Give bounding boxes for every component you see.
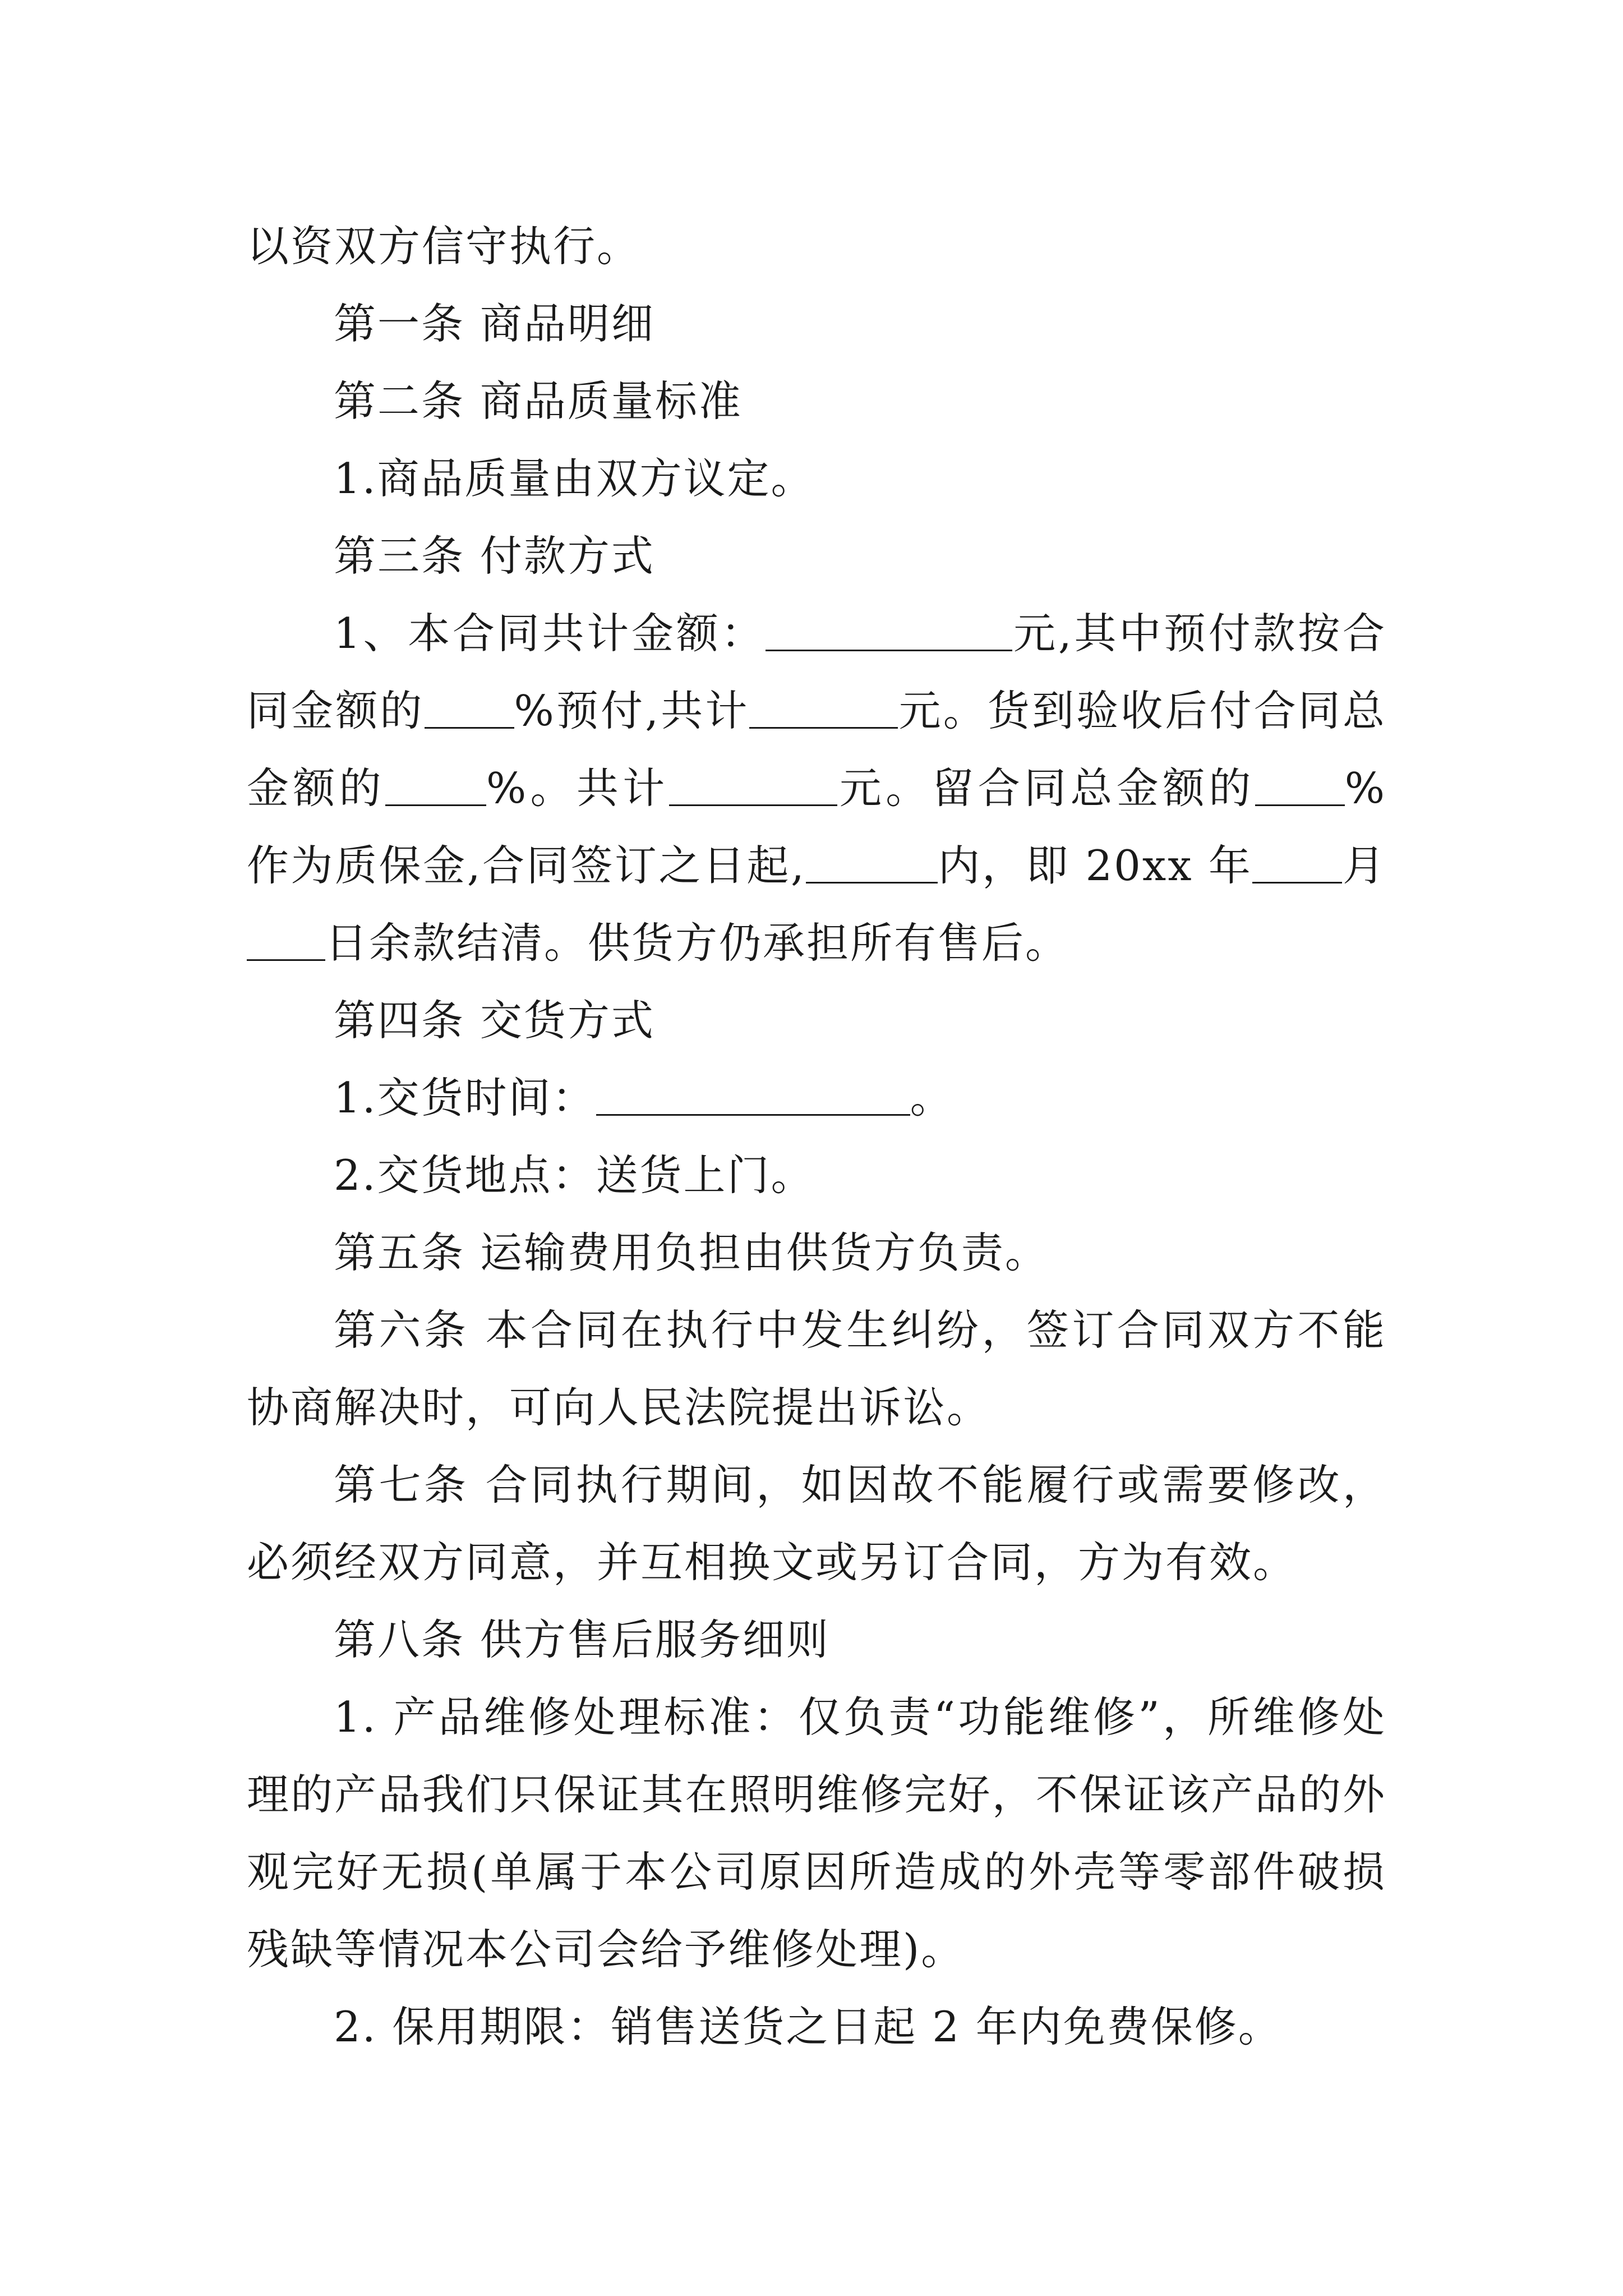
prepay-amount-blank: [749, 690, 898, 729]
retention-percent-blank: [1255, 767, 1345, 806]
article-7: 第七条 合同执行期间，如因故不能履行或需要修改，必须经双方同意，并互相换文或另订合同，方为有效。: [247, 1460, 1386, 1587]
after-sales-item-1: 1. 产品维修处理标准：仅负责“功能维修”，所维修处理的产品我们只保证其在照明维修完好，不保证该产品的外观完好无损(单属于本公司原因所造成的外壳等零部件破损残缺等情况本公司会给予维修处理)。: [247, 1692, 1386, 1974]
article-3-heading: 第三条 付款方式: [334, 531, 655, 581]
payment-text: 月: [1342, 841, 1386, 890]
acceptance-amount-blank: [669, 767, 837, 806]
delivery-time-end: 。: [910, 1073, 954, 1122]
delivery-time: [247, 1059, 1386, 1137]
total-amount-blank: [766, 613, 1012, 651]
prepay-percent-blank: [425, 690, 514, 729]
after-sales-item-2: 2. 保用期限：销售送货之日起 2 年内免费保修。: [334, 2002, 1282, 2051]
month-blank: [1252, 845, 1342, 884]
payment-text: 1、本合同共计金额：: [334, 609, 766, 658]
delivery-place: 2.交货地点：送货上门。: [334, 1151, 815, 1200]
article-1-heading: 第一条 商品明细: [334, 299, 655, 348]
payment-text: %预付,共计: [514, 686, 750, 735]
payment-text: 元,其中预付款按合同金额的: [247, 609, 1387, 735]
payment-clause: [247, 595, 1386, 982]
retention-period-blank: [806, 845, 938, 884]
article-4-heading: 第四条 交货方式: [334, 996, 655, 1045]
intro-line: 以资双方信守执行。: [247, 222, 641, 271]
payment-text: 元。留合同总金额的: [837, 763, 1255, 813]
payment-text: %。共计: [486, 763, 669, 813]
acceptance-percent-blank: [385, 767, 486, 806]
article-2-heading: 第二条 商品质量标准: [334, 376, 743, 426]
payment-text: 内，即 20xx 年: [937, 841, 1253, 890]
payment-text: %作为质保金,合同签订之日起,: [247, 763, 1386, 890]
delivery-time-label: 1.交货时间：: [334, 1073, 596, 1122]
day-blank: [247, 922, 325, 961]
article-6: 第六条 本合同在执行中发生纠纷，签订合同双方不能协商解决时，可向人民法院提出诉讼。: [247, 1305, 1386, 1432]
quality-clause: 1.商品质量由双方议定。: [334, 454, 815, 503]
article-5: 第五条 运输费用负担由供货方负责。: [334, 1228, 1049, 1277]
payment-text: 元。货到验收后付合同总金额的: [247, 686, 1386, 813]
delivery-time-blank: [596, 1077, 910, 1116]
payment-text: 日余款结清。供货方仍承担所有售后。: [325, 918, 1069, 968]
document-body: [247, 208, 1386, 2065]
article-8-heading: 第八条 供方售后服务细则: [334, 1615, 830, 1664]
